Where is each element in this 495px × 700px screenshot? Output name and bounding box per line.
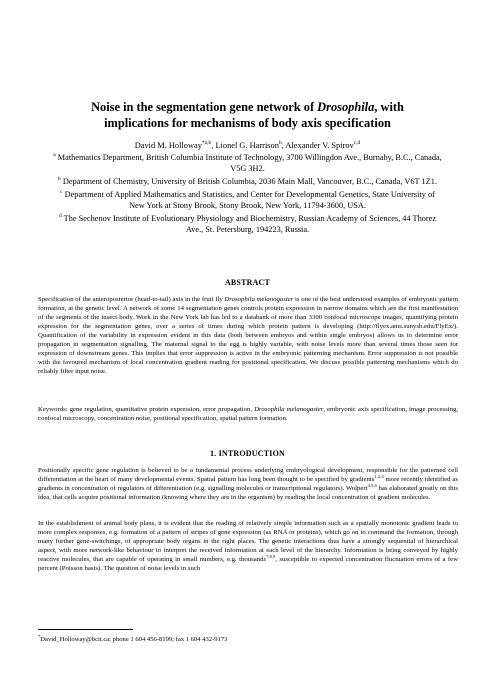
paper-title <box>50 99 445 131</box>
intro-text-part: , susceptible to expected concentration fluctuation errors of a few percent (Poisson basis). The question of noise levels in such <box>38 556 458 573</box>
introduction-paragraph <box>38 466 458 502</box>
author-name: Alexander V. Spirov <box>285 140 354 150</box>
title-species-italic: Drosophila <box>317 100 375 114</box>
affiliation-mark: d <box>58 213 62 220</box>
abstract-text-part: Specification of the anteroposterior (head-to-tail) axis in the fruit fly <box>38 296 225 303</box>
abstract-text <box>38 295 458 376</box>
affiliation-text: Department of Applied Mathematics and Statistics, and Center for Developmental Genetics, State University of New York at Stony Brook, Stony Brook, New York, 11794-3600, USA. <box>64 189 435 211</box>
citation-mark: 4,5,6 <box>367 482 377 488</box>
affiliation-text: Mathematics Department, British Columbia Institute of Technology, 3700 Willingdon Ave., Burnaby, B.C., Canada, V5G 3H2. <box>57 152 442 173</box>
title-line1-suffix: , with <box>374 100 404 114</box>
author-separator: , <box>211 140 216 150</box>
footnote-mark: * <box>38 634 41 639</box>
abstract-heading: ABSTRACT <box>224 278 271 287</box>
keywords-text-part: , embryonic axis specification, image processing, confocal microscopy, concentration noise, positional specification, spatial pattern formation. <box>38 406 459 423</box>
footnote-divider <box>38 629 133 630</box>
affiliations <box>52 150 443 235</box>
affiliation-mark: b <box>58 176 61 183</box>
abstract-text-part: is one of the best understood examples of embryonic pattern formation, at the genetic level. A network of some 14 segmentation genes controls protein expression in narrow domains which are the first manifestation of the segments of the insect body. Work in the New York lab has led to a databank of more than 3300 confocal microscope images, quantifying protein expression for the segmentation genes, over a series of times during which protein pattern is developing (http://flyex.ams.sunysb.edu/FlyEx/). Quantification of the variability in expression evident in this data (both between embryos and within single embryos) allows us to determine error propagation in segmentation signalling. The maternal signal to the egg is highly variable, with noise levels more than several times those seen for expression of downstream genes. This implies that error suppression is active in the embryonic patterning mechanism. Error suppression is not possible with the favoured mechanism of local concentration gradient reading for positional specification. We discuss possible patterning mechanisms which do reliably filter input noise. <box>38 296 458 376</box>
keywords-label: Keywords: <box>38 406 68 413</box>
footnote-text: David_Holloway@bcit.ca; phone 1 604 456-8199; fax 1 604 432-9173 <box>40 636 228 644</box>
introduction-paragraph <box>38 519 458 573</box>
intro-text-part: more recently identified as gradients in concentration of regulators of differentiation (e.g. signalling molecules or transcriptional regulators). Wolpert <box>38 476 458 493</box>
author-affil-mark: c,d <box>353 140 361 146</box>
affiliation-text: Department of Chemistry, University of British Columbia, 2036 Main Mall, Vancouver, B.C., Canada, V6T 1Z1. <box>62 176 437 186</box>
title-line2: implications for mechanisms of body axis specification <box>104 116 391 130</box>
introduction-heading: 1. INTRODUCTION <box>209 449 285 458</box>
keywords-text-part: gene regulation, quantitative protein expression, error propagation, <box>67 406 255 413</box>
affiliation-item <box>52 174 443 187</box>
title-line1-prefix: Noise in the segmentation gene network of <box>91 100 318 114</box>
corresponding-author-footnote <box>38 632 458 644</box>
citation-mark: 7,8,9 <box>266 553 276 559</box>
author-affil-mark: b <box>278 140 282 146</box>
affiliation-text: The Sechenov Institute of Evolutionary Physiology and Biochemistry, Russian Academy of Sciences, 44 Thorez Ave., St. Petersburg, 194223, Russia. <box>63 214 437 235</box>
citation-mark: 1,2,3 <box>374 473 384 479</box>
author-separator: , <box>281 140 286 150</box>
intro-text-part: In the establishment of animal body plans, it is evident that the reading of relatively simple information such as a spatially monotonic gradient leads to more complex responses, e.g. formation of a pattern of stripes of gene expression (as RNA or proteins), which go on to command the formation, through many further gene-switchings, of appropriate body organs in the right places. The genetic interactions thus have a strongly sequential of hierarchical aspect, with more network-like behaviour to interpret the received information at each level of the hierarchy. Information is being conveyed by highly reactive molecules, that are capable of operating in small numbers, e.g. thousands <box>38 520 458 564</box>
author-list <box>50 138 445 151</box>
intro-text-part: has elaborated greatly on this idea, that cells acquire positional information (knowing where they are in the organism) by reading the local concentration of gradient molecules. <box>38 485 458 502</box>
author-name: David M. Holloway <box>134 140 202 150</box>
affiliation-item <box>52 187 443 211</box>
keywords <box>38 405 458 423</box>
affiliation-item <box>52 150 443 174</box>
intro-text-part: Positionally specific gene regulation is believed to be a fundamental process underlying embryological development, responsible for the patterned cell differentiation at the heart of many developmental events. Spatial pattern has long been thought to be specified by gradients <box>38 467 458 484</box>
affiliation-mark: c <box>60 189 63 196</box>
affiliation-item <box>52 211 443 235</box>
affiliation-mark: a <box>53 152 56 158</box>
author-name: Lionel G. Harrison <box>215 140 279 150</box>
keywords-species-italic: Drosophila melanogaster <box>254 406 324 413</box>
author-affil-mark: *a,b <box>201 140 212 146</box>
abstract-species-italic: Drosophila melanogaster <box>224 296 294 303</box>
